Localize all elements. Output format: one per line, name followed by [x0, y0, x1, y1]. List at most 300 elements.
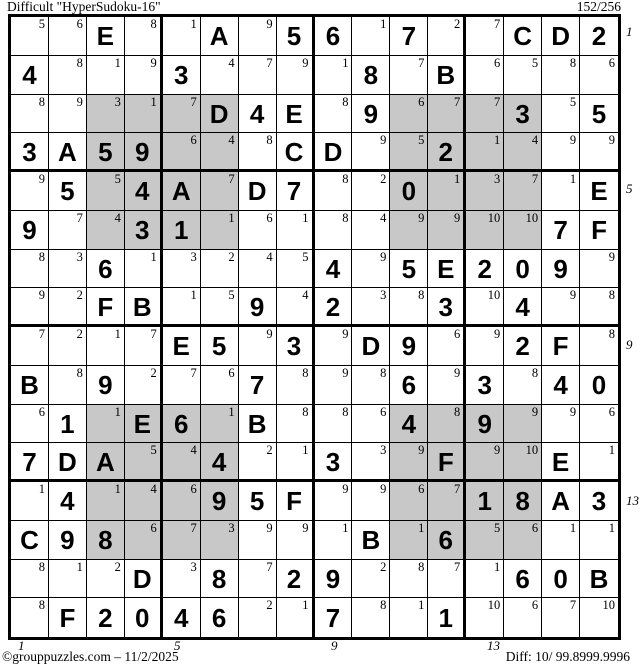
- cell-r14c5[interactable]: [163, 521, 201, 560]
- cell-r2c16[interactable]: [580, 56, 618, 95]
- cell-r16c7[interactable]: [239, 598, 277, 637]
- cell-r1c3[interactable]: [87, 17, 125, 56]
- cell-r14c3[interactable]: [87, 521, 125, 560]
- cell-r3c1[interactable]: [11, 95, 49, 134]
- cell-r6c13[interactable]: [466, 211, 504, 250]
- cell-r3c7[interactable]: [239, 95, 277, 134]
- cell-r12c15[interactable]: [542, 443, 580, 482]
- cell-r16c13[interactable]: [466, 598, 504, 637]
- cell-r4c11[interactable]: [390, 133, 428, 172]
- cell-r14c4[interactable]: [125, 521, 163, 560]
- cell-r9c10[interactable]: [352, 327, 390, 366]
- pencil-mark: 3: [228, 520, 235, 535]
- cell-r16c9[interactable]: [315, 598, 353, 637]
- cell-r13c7[interactable]: [239, 482, 277, 521]
- cell-r13c6[interactable]: [201, 482, 239, 521]
- cell-r11c4[interactable]: [125, 405, 163, 444]
- cell-r5c3[interactable]: [87, 172, 125, 211]
- cell-r11c16[interactable]: [580, 405, 618, 444]
- cell-r2c5[interactable]: [163, 56, 201, 95]
- cell-r15c14[interactable]: [504, 560, 542, 599]
- cell-r11c13[interactable]: [466, 405, 504, 444]
- given-value: 0: [515, 253, 530, 284]
- cell-r5c4[interactable]: [125, 172, 163, 211]
- cell-r1c7[interactable]: [239, 17, 277, 56]
- cell-r2c15[interactable]: [542, 56, 580, 95]
- pencil-mark: 9: [608, 133, 615, 148]
- pencil-mark: 6: [608, 55, 615, 70]
- cell-r4c8[interactable]: [277, 133, 315, 172]
- cell-r3c3[interactable]: [87, 95, 125, 134]
- cell-r1c9[interactable]: [315, 17, 353, 56]
- cell-r15c13[interactable]: [466, 560, 504, 599]
- cell-r13c12[interactable]: [428, 482, 466, 521]
- cell-r2c9[interactable]: [315, 56, 353, 95]
- cell-r6c5[interactable]: [163, 211, 201, 250]
- cell-r7c1[interactable]: [11, 250, 49, 289]
- cell-r9c13[interactable]: [466, 327, 504, 366]
- cell-r16c11[interactable]: [390, 598, 428, 637]
- cell-r9c14[interactable]: [504, 327, 542, 366]
- cell-r8c11[interactable]: [390, 288, 428, 327]
- cell-r2c14[interactable]: [504, 56, 542, 95]
- given-value: 6: [173, 408, 189, 439]
- cell-r10c6[interactable]: [201, 366, 239, 405]
- cell-r11c14[interactable]: [504, 405, 542, 444]
- cell-r8c4[interactable]: [125, 288, 163, 327]
- cell-r7c7[interactable]: [239, 250, 277, 289]
- given-value: E: [437, 253, 455, 284]
- cell-r15c16[interactable]: [580, 560, 618, 599]
- given-value: 9: [211, 486, 227, 517]
- cell-r10c15[interactable]: [542, 366, 580, 405]
- cell-r11c8[interactable]: [277, 405, 315, 444]
- pencil-mark: 6: [380, 404, 387, 419]
- cell-r11c3[interactable]: [87, 405, 125, 444]
- cell-r4c1[interactable]: [11, 133, 49, 172]
- given-value: 9: [401, 331, 417, 362]
- cell-r3c14[interactable]: [504, 95, 542, 134]
- cell-r14c12[interactable]: [428, 521, 466, 560]
- cell-r8c14[interactable]: [504, 288, 542, 327]
- cell-r3c4[interactable]: [125, 95, 163, 134]
- cell-r1c1[interactable]: [11, 17, 49, 56]
- cell-r2c4[interactable]: [125, 56, 163, 95]
- cell-r5c1[interactable]: [11, 172, 49, 211]
- cell-r4c10[interactable]: [352, 133, 390, 172]
- cell-r10c2[interactable]: [49, 366, 87, 405]
- cell-r4c2[interactable]: [49, 133, 87, 172]
- cell-r5c7[interactable]: [239, 172, 277, 211]
- cell-r12c14[interactable]: [504, 443, 542, 482]
- cell-r5c5[interactable]: [163, 172, 201, 211]
- cell-r1c14[interactable]: [504, 17, 542, 56]
- cell-r10c9[interactable]: [315, 366, 353, 405]
- cell-r9c16[interactable]: [580, 327, 618, 366]
- cell-r15c2[interactable]: [49, 560, 87, 599]
- cell-r9c7[interactable]: [239, 327, 277, 366]
- cell-r6c2[interactable]: [49, 211, 87, 250]
- cell-r10c10[interactable]: [352, 366, 390, 405]
- cell-r16c6[interactable]: [201, 598, 239, 637]
- cell-r9c4[interactable]: [125, 327, 163, 366]
- cell-r1c6[interactable]: [201, 17, 239, 56]
- cell-r1c10[interactable]: [352, 17, 390, 56]
- cell-r12c7[interactable]: [239, 443, 277, 482]
- cell-r10c7[interactable]: [239, 366, 277, 405]
- cell-r11c12[interactable]: [428, 405, 466, 444]
- cell-r5c16[interactable]: [580, 172, 618, 211]
- cell-r15c5[interactable]: [163, 560, 201, 599]
- cell-r12c3[interactable]: [87, 443, 125, 482]
- cell-r10c1[interactable]: [11, 366, 49, 405]
- cell-r5c8[interactable]: [277, 172, 315, 211]
- cell-r2c3[interactable]: [87, 56, 125, 95]
- cell-r7c6[interactable]: [201, 250, 239, 289]
- cell-r13c13[interactable]: [466, 482, 504, 521]
- cell-r12c11[interactable]: [390, 443, 428, 482]
- cell-r4c3[interactable]: [87, 133, 125, 172]
- cell-r4c13[interactable]: [466, 133, 504, 172]
- cell-r5c15[interactable]: [542, 172, 580, 211]
- cell-r6c7[interactable]: [239, 211, 277, 250]
- cell-r9c9[interactable]: [315, 327, 353, 366]
- cell-r10c11[interactable]: [390, 366, 428, 405]
- cell-r12c8[interactable]: [277, 443, 315, 482]
- given-value: C: [284, 136, 304, 167]
- cell-r16c1[interactable]: [11, 598, 49, 637]
- cell-r6c10[interactable]: [352, 211, 390, 250]
- cell-r5c2[interactable]: [49, 172, 87, 211]
- pencil-mark: 2: [266, 598, 273, 613]
- page-title: Difficult "HyperSudoku-16": [7, 0, 161, 14]
- cell-r11c15[interactable]: [542, 405, 580, 444]
- cell-r3c2[interactable]: [49, 95, 87, 134]
- cell-r4c14[interactable]: [504, 133, 542, 172]
- cell-r12c5[interactable]: [163, 443, 201, 482]
- given-value: 3: [173, 60, 189, 91]
- cell-r12c6[interactable]: [201, 443, 239, 482]
- cell-r14c2[interactable]: [49, 521, 87, 560]
- cell-r7c2[interactable]: [49, 250, 87, 289]
- cell-r15c1[interactable]: [11, 560, 49, 599]
- cell-r14c10[interactable]: [352, 521, 390, 560]
- pencil-mark: 5: [418, 133, 425, 148]
- given-value: D: [361, 331, 381, 362]
- cell-r4c15[interactable]: [542, 133, 580, 172]
- cell-r11c2[interactable]: [49, 405, 87, 444]
- cell-r4c16[interactable]: [580, 133, 618, 172]
- cell-r10c3[interactable]: [87, 366, 125, 405]
- pencil-mark: 1: [608, 443, 615, 458]
- cell-r16c2[interactable]: [49, 598, 87, 637]
- cell-r16c8[interactable]: [277, 598, 315, 637]
- pencil-mark: 2: [266, 443, 273, 458]
- pencil-mark: 8: [38, 559, 45, 574]
- cell-r8c3[interactable]: [87, 288, 125, 327]
- cell-r9c1[interactable]: [11, 327, 49, 366]
- cell-r15c7[interactable]: [239, 560, 277, 599]
- cell-r1c4[interactable]: [125, 17, 163, 56]
- cell-r6c15[interactable]: [542, 211, 580, 250]
- given-value: 3: [438, 291, 454, 322]
- cell-r5c14[interactable]: [504, 172, 542, 211]
- cell-r8c1[interactable]: [11, 288, 49, 327]
- cell-r2c2[interactable]: [49, 56, 87, 95]
- cell-r7c8[interactable]: [277, 250, 315, 289]
- cell-r6c16[interactable]: [580, 211, 618, 250]
- cell-r6c3[interactable]: [87, 211, 125, 250]
- cell-r7c3[interactable]: [87, 250, 125, 289]
- pencil-mark: 8: [380, 598, 387, 613]
- cell-r10c4[interactable]: [125, 366, 163, 405]
- cell-r15c15[interactable]: [542, 560, 580, 599]
- cell-r3c13[interactable]: [466, 95, 504, 134]
- given-value: B: [132, 291, 152, 322]
- cell-r13c10[interactable]: [352, 482, 390, 521]
- cell-r12c13[interactable]: [466, 443, 504, 482]
- cell-r5c9[interactable]: [315, 172, 353, 211]
- cell-r16c12[interactable]: [428, 598, 466, 637]
- cell-r15c4[interactable]: [125, 560, 163, 599]
- cell-r15c12[interactable]: [428, 560, 466, 599]
- cell-r3c16[interactable]: [580, 95, 618, 134]
- cell-r12c1[interactable]: [11, 443, 49, 482]
- cell-r8c2[interactable]: [49, 288, 87, 327]
- cell-r11c9[interactable]: [315, 405, 353, 444]
- cell-r7c4[interactable]: [125, 250, 163, 289]
- cell-r16c15[interactable]: [542, 598, 580, 637]
- cell-r13c5[interactable]: [163, 482, 201, 521]
- cell-r2c12[interactable]: [428, 56, 466, 95]
- pencil-mark: 9: [342, 327, 349, 341]
- pencil-mark: 4: [531, 133, 539, 148]
- cell-r9c15[interactable]: [542, 327, 580, 366]
- cell-r14c6[interactable]: [201, 521, 239, 560]
- cell-r10c5[interactable]: [163, 366, 201, 405]
- pencil-mark: 1: [38, 482, 45, 496]
- given-value: 6: [401, 370, 417, 401]
- cell-r16c5[interactable]: [163, 598, 201, 637]
- cell-r9c8[interactable]: [277, 327, 315, 366]
- cell-r3c5[interactable]: [163, 95, 201, 134]
- cell-r3c11[interactable]: [390, 95, 428, 134]
- cell-r6c14[interactable]: [504, 211, 542, 250]
- pencil-mark: 3: [493, 172, 501, 186]
- cell-r1c13[interactable]: [466, 17, 504, 56]
- cell-r10c13[interactable]: [466, 366, 504, 405]
- cell-r2c7[interactable]: [239, 56, 277, 95]
- cell-r5c6[interactable]: [201, 172, 239, 211]
- cell-r6c11[interactable]: [390, 211, 428, 250]
- cell-r3c8[interactable]: [277, 95, 315, 134]
- cell-r1c11[interactable]: [390, 17, 428, 56]
- cell-r3c15[interactable]: [542, 95, 580, 134]
- cell-r16c14[interactable]: [504, 598, 542, 637]
- cell-r5c13[interactable]: [466, 172, 504, 211]
- cell-r8c12[interactable]: [428, 288, 466, 327]
- cell-r15c8[interactable]: [277, 560, 315, 599]
- cell-r1c15[interactable]: [542, 17, 580, 56]
- cell-r7c11[interactable]: [390, 250, 428, 289]
- cell-r3c12[interactable]: [428, 95, 466, 134]
- cell-r13c14[interactable]: [504, 482, 542, 521]
- cell-r12c2[interactable]: [49, 443, 87, 482]
- given-value: 3: [22, 136, 37, 167]
- cell-r8c16[interactable]: [580, 288, 618, 327]
- pencil-mark: 10: [525, 443, 539, 458]
- cell-r1c12[interactable]: [428, 17, 466, 56]
- cell-r10c16[interactable]: [580, 366, 618, 405]
- cell-r4c12[interactable]: [428, 133, 466, 172]
- cell-r2c1[interactable]: [11, 56, 49, 95]
- cell-r7c12[interactable]: [428, 250, 466, 289]
- cell-r5c11[interactable]: [390, 172, 428, 211]
- cell-r8c5[interactable]: [163, 288, 201, 327]
- cell-r12c10[interactable]: [352, 443, 390, 482]
- cell-r9c2[interactable]: [49, 327, 87, 366]
- cell-r7c9[interactable]: [315, 250, 353, 289]
- cell-r11c7[interactable]: [239, 405, 277, 444]
- cell-r14c16[interactable]: [580, 521, 618, 560]
- cell-r12c16[interactable]: [580, 443, 618, 482]
- cell-r14c11[interactable]: [390, 521, 428, 560]
- cell-r5c12[interactable]: [428, 172, 466, 211]
- pencil-mark: 7: [493, 17, 501, 31]
- cell-r4c4[interactable]: [125, 133, 163, 172]
- cell-r11c1[interactable]: [11, 405, 49, 444]
- cell-r1c16[interactable]: [580, 17, 618, 56]
- cell-r13c9[interactable]: [315, 482, 353, 521]
- cell-r7c15[interactable]: [542, 250, 580, 289]
- cell-r5c10[interactable]: [352, 172, 390, 211]
- pencil-mark: 9: [38, 288, 45, 303]
- cell-r3c6[interactable]: [201, 95, 239, 134]
- cell-r14c7[interactable]: [239, 521, 277, 560]
- cell-r16c16[interactable]: [580, 598, 618, 637]
- cell-r8c15[interactable]: [542, 288, 580, 327]
- cell-r6c1[interactable]: [11, 211, 49, 250]
- cell-r16c3[interactable]: [87, 598, 125, 637]
- cell-r3c10[interactable]: [352, 95, 390, 134]
- cell-r2c13[interactable]: [466, 56, 504, 95]
- pencil-mark: 7: [493, 94, 501, 109]
- cell-r4c6[interactable]: [201, 133, 239, 172]
- cell-r14c8[interactable]: [277, 521, 315, 560]
- cell-r8c10[interactable]: [352, 288, 390, 327]
- cell-r7c5[interactable]: [163, 250, 201, 289]
- cell-r8c6[interactable]: [201, 288, 239, 327]
- given-value: 2: [515, 331, 530, 362]
- cell-r6c4[interactable]: [125, 211, 163, 250]
- pencil-mark: 4: [228, 133, 235, 148]
- cell-r3c9[interactable]: [315, 95, 353, 134]
- cell-r16c4[interactable]: [125, 598, 163, 637]
- cell-r4c9[interactable]: [315, 133, 353, 172]
- cell-r7c13[interactable]: [466, 250, 504, 289]
- cell-r13c2[interactable]: [49, 482, 87, 521]
- cell-r13c11[interactable]: [390, 482, 428, 521]
- cell-r13c3[interactable]: [87, 482, 125, 521]
- pencil-mark: 7: [190, 520, 197, 535]
- pencil-mark: 6: [493, 55, 501, 70]
- cell-r13c4[interactable]: [125, 482, 163, 521]
- cell-r13c1[interactable]: [11, 482, 49, 521]
- pencil-mark: 9: [150, 55, 157, 70]
- cell-r2c6[interactable]: [201, 56, 239, 95]
- cell-r15c10[interactable]: [352, 560, 390, 599]
- cell-r6c9[interactable]: [315, 211, 353, 250]
- cell-r11c10[interactable]: [352, 405, 390, 444]
- cell-r10c12[interactable]: [428, 366, 466, 405]
- cell-r6c12[interactable]: [428, 211, 466, 250]
- cell-r12c12[interactable]: [428, 443, 466, 482]
- cell-r12c4[interactable]: [125, 443, 163, 482]
- cell-r16c10[interactable]: [352, 598, 390, 637]
- cell-r1c5[interactable]: [163, 17, 201, 56]
- cell-r2c8[interactable]: [277, 56, 315, 95]
- cell-r13c16[interactable]: [580, 482, 618, 521]
- cell-r9c5[interactable]: [163, 327, 201, 366]
- cell-r6c8[interactable]: [277, 211, 315, 250]
- cell-r1c2[interactable]: [49, 17, 87, 56]
- cell-r8c7[interactable]: [239, 288, 277, 327]
- cell-r15c6[interactable]: [201, 560, 239, 599]
- cell-r11c11[interactable]: [390, 405, 428, 444]
- cell-r9c6[interactable]: [201, 327, 239, 366]
- cell-r7c14[interactable]: [504, 250, 542, 289]
- cell-r15c3[interactable]: [87, 560, 125, 599]
- cell-r2c10[interactable]: [352, 56, 390, 95]
- cell-r6c6[interactable]: [201, 211, 239, 250]
- pencil-mark: 6: [190, 133, 197, 148]
- cell-r10c14[interactable]: [504, 366, 542, 405]
- given-value: E: [172, 331, 190, 362]
- cell-r14c13[interactable]: [466, 521, 504, 560]
- cell-r12c9[interactable]: [315, 443, 353, 482]
- cell-r2c11[interactable]: [390, 56, 428, 95]
- cell-r7c16[interactable]: [580, 250, 618, 289]
- given-value: 9: [477, 408, 492, 439]
- pencil-mark: 9: [569, 133, 577, 148]
- cell-r1c8[interactable]: [277, 17, 315, 56]
- cell-r4c7[interactable]: [239, 133, 277, 172]
- cell-r10c8[interactable]: [277, 366, 315, 405]
- cell-r9c11[interactable]: [390, 327, 428, 366]
- cell-r13c15[interactable]: [542, 482, 580, 521]
- pencil-mark: 2: [114, 559, 121, 574]
- pencil-mark: 1: [454, 172, 461, 186]
- cell-r9c12[interactable]: [428, 327, 466, 366]
- row-marker-5: 5: [626, 181, 633, 196]
- cell-r4c5[interactable]: [163, 133, 201, 172]
- cell-r8c8[interactable]: [277, 288, 315, 327]
- cell-r8c9[interactable]: [315, 288, 353, 327]
- cell-r13c8[interactable]: [277, 482, 315, 521]
- cell-r9c3[interactable]: [87, 327, 125, 366]
- cell-r14c9[interactable]: [315, 521, 353, 560]
- cell-r14c15[interactable]: [542, 521, 580, 560]
- cell-r15c9[interactable]: [315, 560, 353, 599]
- cell-r7c10[interactable]: [352, 250, 390, 289]
- cell-counter: 152/256: [576, 0, 621, 14]
- cell-r14c1[interactable]: [11, 521, 49, 560]
- cell-r11c5[interactable]: [163, 405, 201, 444]
- cell-r11c6[interactable]: [201, 405, 239, 444]
- cell-r14c14[interactable]: [504, 521, 542, 560]
- cell-r8c13[interactable]: [466, 288, 504, 327]
- cell-r15c11[interactable]: [390, 560, 428, 599]
